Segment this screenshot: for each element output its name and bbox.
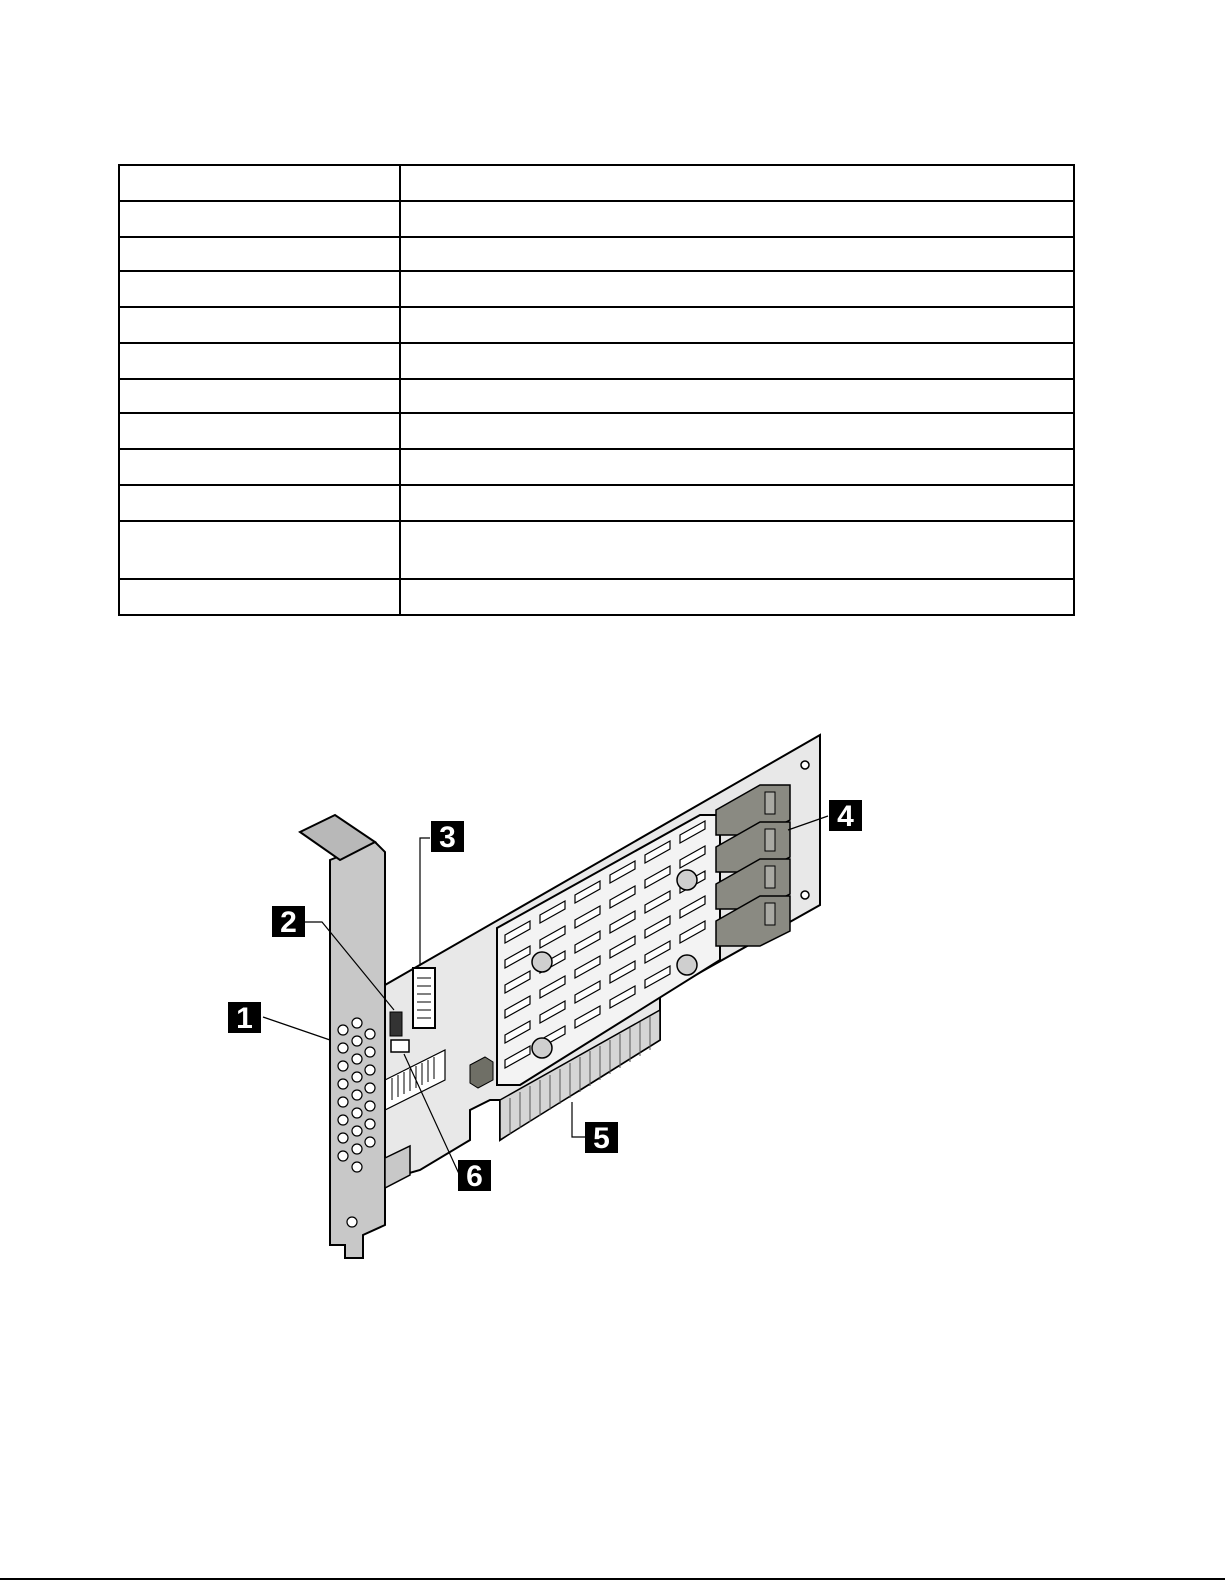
table-cell-label bbox=[119, 307, 400, 343]
bottom-rule bbox=[0, 1578, 1225, 1580]
table-row bbox=[119, 343, 1074, 379]
table-cell-value bbox=[400, 579, 1074, 615]
internal-connectors bbox=[716, 785, 790, 946]
svg-text:3: 3 bbox=[439, 821, 456, 854]
svg-text:4: 4 bbox=[837, 800, 854, 833]
header-connector bbox=[413, 968, 435, 1028]
jumper bbox=[391, 1040, 409, 1052]
table-cell-label bbox=[119, 237, 400, 271]
svg-text:6: 6 bbox=[466, 1160, 483, 1193]
table-row bbox=[119, 379, 1074, 413]
bracket-screw-hole bbox=[347, 1217, 357, 1227]
table-cell-label bbox=[119, 379, 400, 413]
callout-5 bbox=[585, 1122, 618, 1155]
table-cell-label bbox=[119, 485, 400, 521]
table-row bbox=[119, 271, 1074, 307]
callout-6 bbox=[458, 1160, 491, 1193]
table-cell-value bbox=[400, 485, 1074, 521]
callout-4 bbox=[829, 800, 862, 833]
table-cell-value bbox=[400, 307, 1074, 343]
table-row bbox=[119, 449, 1074, 485]
table-cell-label bbox=[119, 521, 400, 579]
table-cell-label bbox=[119, 579, 400, 615]
callout-3 bbox=[431, 821, 464, 854]
svg-text:1: 1 bbox=[236, 1002, 253, 1035]
table-row bbox=[119, 579, 1074, 615]
table-row bbox=[119, 165, 1074, 201]
spec-table bbox=[118, 164, 1075, 616]
table-cell-value bbox=[400, 271, 1074, 307]
table-row bbox=[119, 237, 1074, 271]
table-cell-label bbox=[119, 449, 400, 485]
svg-text:5: 5 bbox=[593, 1122, 610, 1155]
mounting-hole bbox=[801, 891, 809, 899]
table-cell-label bbox=[119, 201, 400, 237]
table-row bbox=[119, 485, 1074, 521]
table-cell-label bbox=[119, 413, 400, 449]
raid-adapter-illustration bbox=[200, 720, 900, 1270]
table-cell-value bbox=[400, 343, 1074, 379]
pin-header bbox=[390, 1012, 402, 1036]
table-cell-label bbox=[119, 165, 400, 201]
table-cell-value bbox=[400, 521, 1074, 579]
table-cell-value bbox=[400, 201, 1074, 237]
callout-1 bbox=[228, 1002, 261, 1035]
table-cell-label bbox=[119, 271, 400, 307]
table-cell-value bbox=[400, 413, 1074, 449]
svg-text:2: 2 bbox=[280, 906, 297, 939]
table-cell-value bbox=[400, 165, 1074, 201]
table-row bbox=[119, 521, 1074, 579]
table-cell-value bbox=[400, 449, 1074, 485]
mounting-hole bbox=[801, 761, 809, 769]
table-row bbox=[119, 413, 1074, 449]
table-cell-value bbox=[400, 237, 1074, 271]
table-row bbox=[119, 307, 1074, 343]
table-cell-label bbox=[119, 343, 400, 379]
callout-2 bbox=[272, 906, 305, 939]
table-row bbox=[119, 201, 1074, 237]
table-cell-value bbox=[400, 379, 1074, 413]
